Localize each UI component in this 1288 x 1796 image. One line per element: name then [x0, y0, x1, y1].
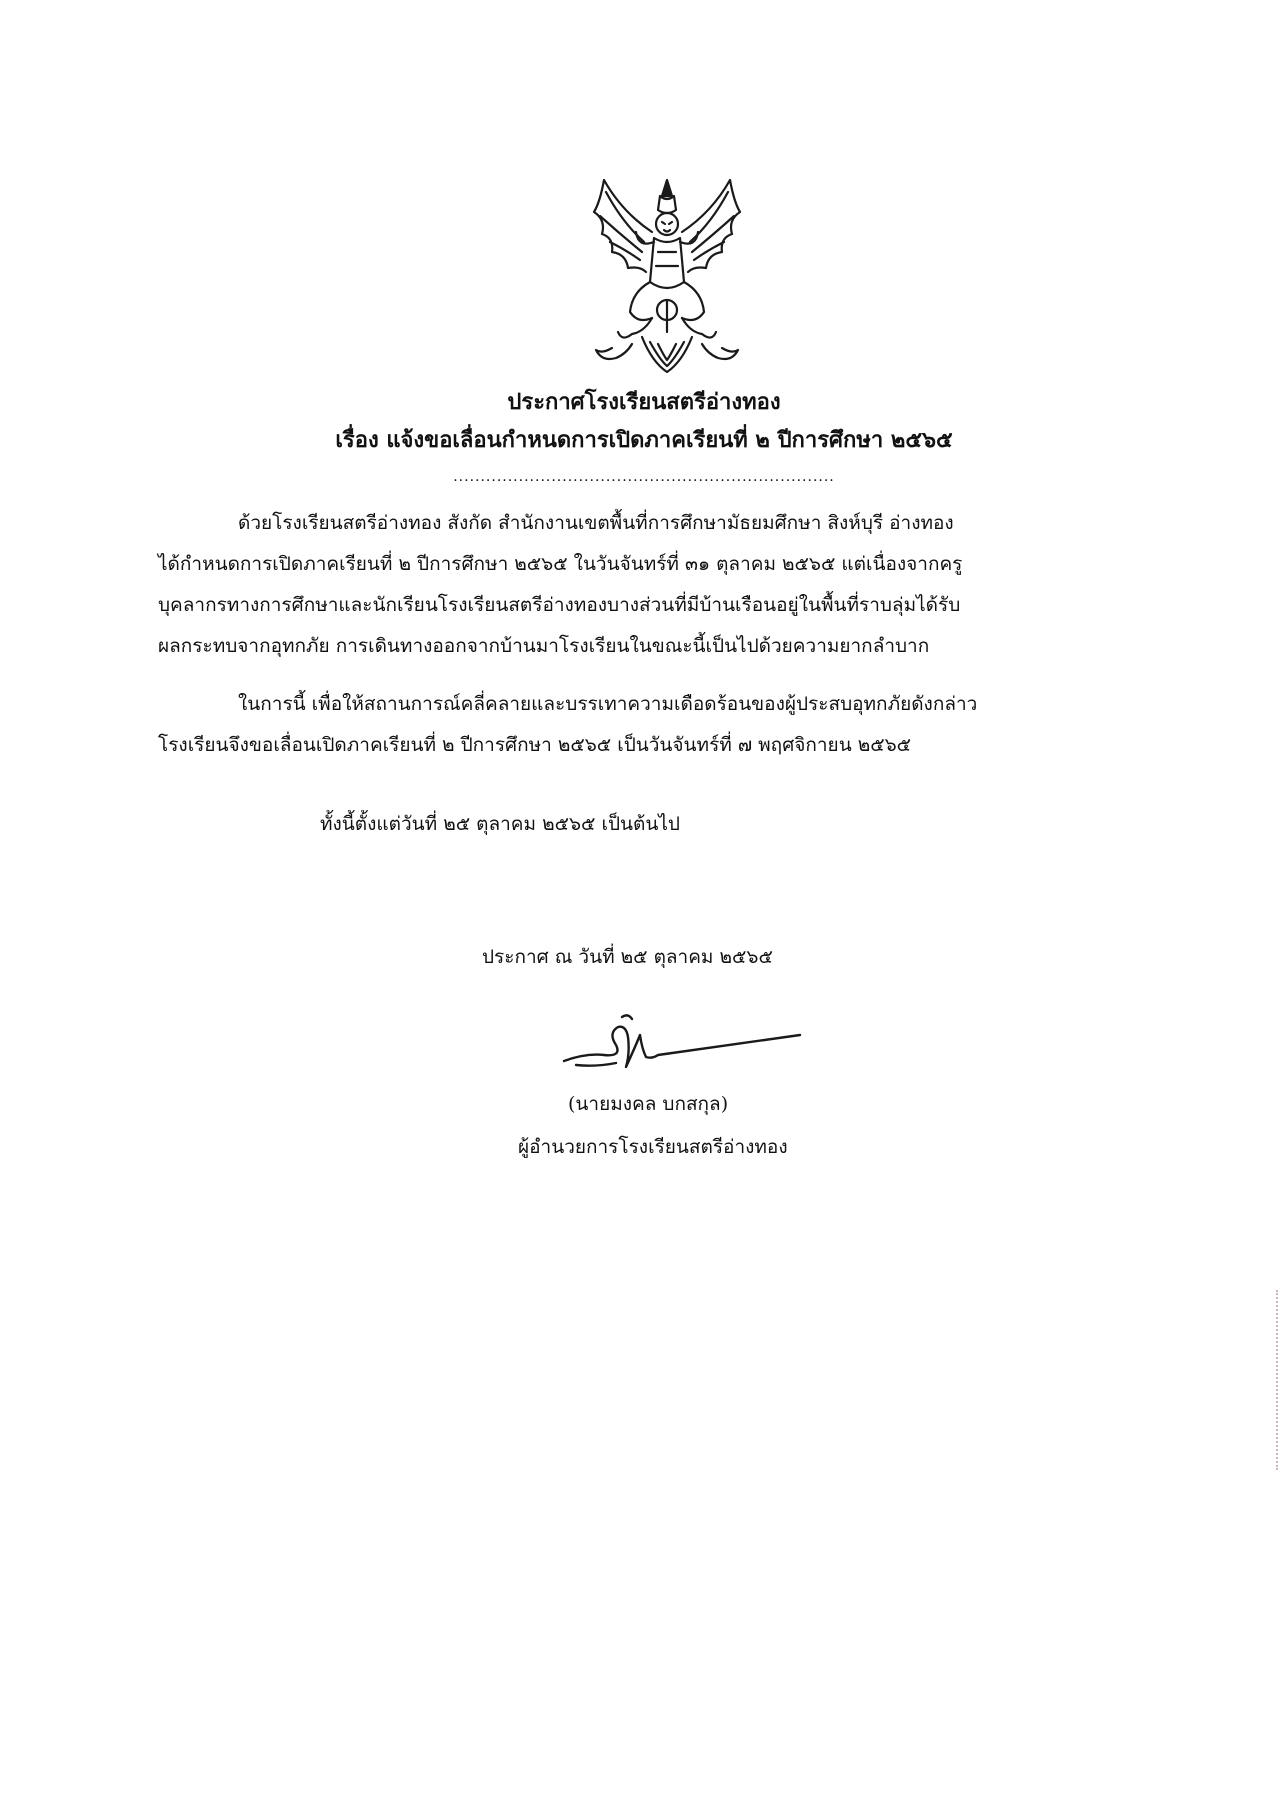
- paragraph-line: โรงเรียนจึงขอเลื่อนเปิดภาคเรียนที่ ๒ ปีการศึกษา ๒๕๖๕ เป็นวันจันทร์ที่ ๗ พฤศจิกายน ๒๕๖๕: [158, 734, 912, 756]
- signer-title: ผู้อำนวยการโรงเรียนสตรีอ่างทอง: [518, 1136, 788, 1158]
- handwritten-signature-icon: [556, 1005, 806, 1080]
- page-edge-mark: [1276, 1290, 1281, 1470]
- paragraph-line: ได้กำหนดการเปิดภาคเรียนที่ ๒ ปีการศึกษา ๒๕๖๕ ในวันจันทร์ที่ ๓๑ ตุลาคม ๒๕๖๕ แต่เนื่องจากครู: [158, 553, 963, 575]
- paragraph-line: บุคลากรทางการศึกษาและนักเรียนโรงเรียนสตรีอ่างทองบางส่วนที่มีบ้านเรือนอยู่ในพื้นที่ราบลุ่มได้รับ: [158, 594, 961, 616]
- announcement-subject: เรื่อง แจ้งขอเลื่อนกำหนดการเปิดภาคเรียนที่ ๒ ปีการศึกษา ๒๕๖๕: [335, 427, 953, 453]
- garuda-emblem-icon: [582, 172, 752, 382]
- paragraph-line: ในการนี้ เพื่อให้สถานการณ์คลี่คลายและบรรเทาความเดือดร้อนของผู้ประสบอุทกภัยดังกล่าว: [238, 693, 978, 715]
- effective-date-line: ทั้งนี้ตั้งแต่วันที่ ๒๕ ตุลาคม ๒๕๖๕ เป็นต้นไป: [320, 813, 680, 835]
- announcement-title: ประกาศโรงเรียนสตรีอ่างทอง: [507, 389, 781, 415]
- paragraph-line: ด้วยโรงเรียนสตรีอ่างทอง สังกัด สำนักงานเขตพื้นที่การศึกษามัธยมศึกษา สิงห์บุรี อ่างทอง: [238, 512, 954, 534]
- announced-date-line: ประกาศ ณ วันที่ ๒๕ ตุลาคม ๒๕๖๕: [482, 946, 773, 968]
- body-paragraph-1: [158, 503, 1148, 667]
- title-separator: ......................................................................: [453, 469, 835, 485]
- signer-name: (นายมงคล บกสกุล): [568, 1093, 729, 1115]
- paragraph-line: ผลกระทบจากอุทกภัย การเดินทางออกจากบ้านมาโรงเรียนในขณะนี้เป็นไปด้วยความยากลำบาก: [158, 635, 930, 657]
- body-paragraph-2: [158, 684, 1148, 766]
